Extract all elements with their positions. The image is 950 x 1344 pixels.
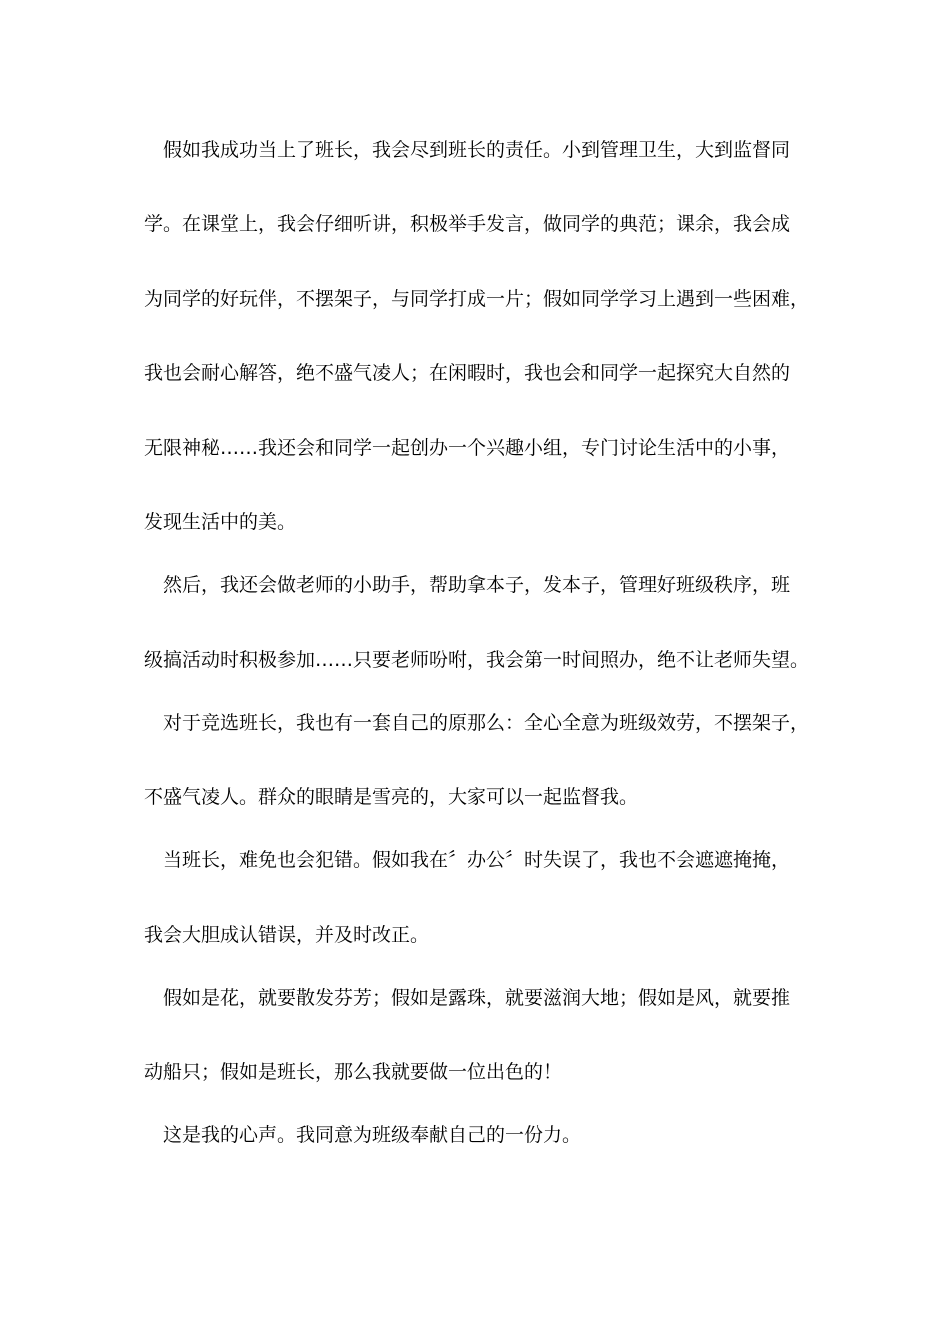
text-line: 学。在课堂上，我会仔细听讲，积极举手发言，做同学的典范；课余，我会成	[144, 213, 791, 235]
text-line: 假如我成功当上了班长，我会尽到班长的责任。小到管理卫生，大到监督同	[163, 139, 791, 161]
text-line: 假如是花，就要散发芬芳；假如是露珠，就要滋润大地；假如是风，就要推	[163, 987, 791, 1009]
text-line: 发现生活中的美。	[144, 511, 297, 533]
text-line: 对于竞选班长，我也有一套自己的原那么：全心全意为班级效劳，不摆架子，	[163, 712, 810, 734]
text-line: 无限神秘……我还会和同学一起创办一个兴趣小组，专门讨论生活中的小事，	[144, 437, 791, 459]
text-line: 我会大胆成认错误，并及时改正。	[144, 924, 430, 946]
text-line: 然后，我还会做老师的小助手，帮助拿本子，发本子，管理好班级秩序，班	[163, 574, 791, 596]
text-line: 动船只；假如是班长，那么我就要做一位出色的！	[144, 1061, 563, 1083]
text-line: 这是我的心声。我同意为班级奉献自己的一份力。	[163, 1124, 582, 1146]
text-line: 我也会耐心解答，绝不盛气凌人；在闲暇时，我也会和同学一起探究大自然的	[144, 362, 791, 384]
text-line: 当班长，难免也会犯错。假如我在〞办公〞时失误了，我也不会遮遮掩掩，	[163, 849, 791, 871]
text-line: 级搞活动时积极参加……只要老师吩咐，我会第一时间照办，绝不让老师失望。	[144, 649, 810, 671]
text-line: 不盛气凌人。群众的眼睛是雪亮的，大家可以一起监督我。	[144, 786, 639, 808]
text-line: 为同学的好玩伴，不摆架子，与同学打成一片；假如同学学习上遇到一些困难，	[144, 288, 810, 310]
